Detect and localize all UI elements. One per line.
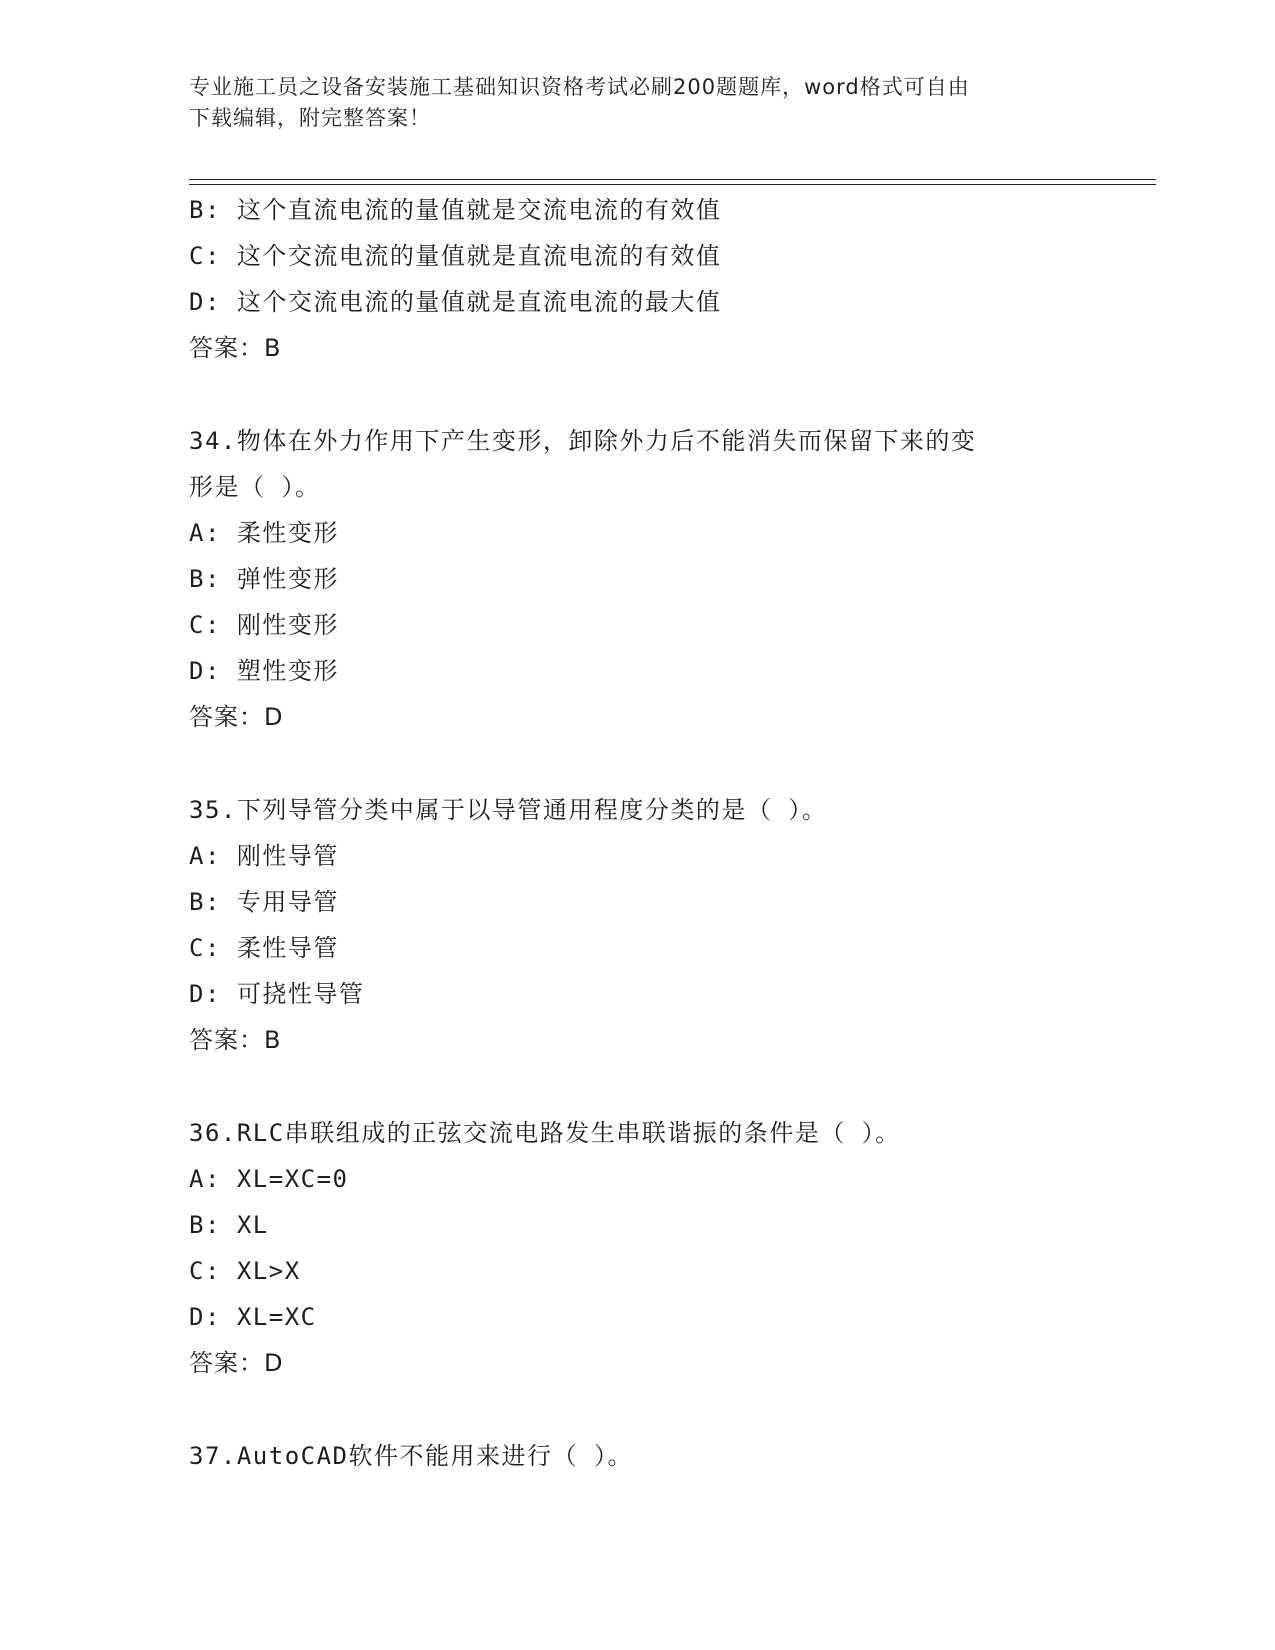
answer-line: 答案：B xyxy=(189,334,282,362)
question-34 xyxy=(189,418,1149,740)
header-line-1: 专业施工员之设备安装施工基础知识资格考试必刷200题题库，word格式可自由 xyxy=(189,75,970,99)
option-a: A: 柔性变形 xyxy=(189,519,339,547)
question-stem: 34.物体在外力作用下产生变形，卸除外力后不能消失而保留下来的变 xyxy=(189,427,977,455)
question-spacer xyxy=(189,1386,1149,1433)
option-d: D: 这个交流电流的量值就是直流电流的最大值 xyxy=(189,288,722,316)
option-c: C: 柔性导管 xyxy=(189,934,339,962)
option-c: C: 刚性变形 xyxy=(189,611,339,639)
option-d: D: 塑性变形 xyxy=(189,657,339,685)
question-list xyxy=(189,187,1149,1479)
answer-line: 答案：D xyxy=(189,703,284,731)
option-b: B: 弹性变形 xyxy=(189,565,339,593)
question-stem-continued: 形是（ ）。 xyxy=(189,473,321,501)
answer-line: 答案：D xyxy=(189,1349,284,1377)
header-line-2: 下载编辑，附完整答案！ xyxy=(189,106,431,130)
option-b: B: 这个直流电流的量值就是交流电流的有效值 xyxy=(189,196,722,224)
option-b: B: 专用导管 xyxy=(189,888,339,916)
question-37 xyxy=(189,1433,1149,1479)
header-divider-top xyxy=(189,179,1156,180)
question-33-continued xyxy=(189,187,1149,371)
option-c: C: XL>X xyxy=(189,1257,301,1285)
option-d: D: XL=XC xyxy=(189,1303,317,1331)
option-b: B: XL xyxy=(189,1211,269,1239)
question-spacer xyxy=(189,371,1149,418)
header-divider-bottom xyxy=(189,184,1156,185)
question-stem: 35.下列导管分类中属于以导管通用程度分类的是（ ）。 xyxy=(189,796,828,824)
option-c: C: 这个交流电流的量值就是直流电流的有效值 xyxy=(189,242,722,270)
question-stem: 36.RLC串联组成的正弦交流电路发生串联谐振的条件是（ ）。 xyxy=(189,1119,901,1147)
document-header xyxy=(189,72,1089,134)
question-stem: 37.AutoCAD软件不能用来进行（ ）。 xyxy=(189,1442,633,1470)
question-35 xyxy=(189,787,1149,1063)
option-a: A: XL=XC=0 xyxy=(189,1165,349,1193)
question-spacer xyxy=(189,1063,1149,1110)
question-spacer xyxy=(189,740,1149,787)
question-36 xyxy=(189,1110,1149,1386)
option-d: D: 可挠性导管 xyxy=(189,980,365,1008)
option-a: A: 刚性导管 xyxy=(189,842,339,870)
answer-line: 答案：B xyxy=(189,1026,282,1054)
